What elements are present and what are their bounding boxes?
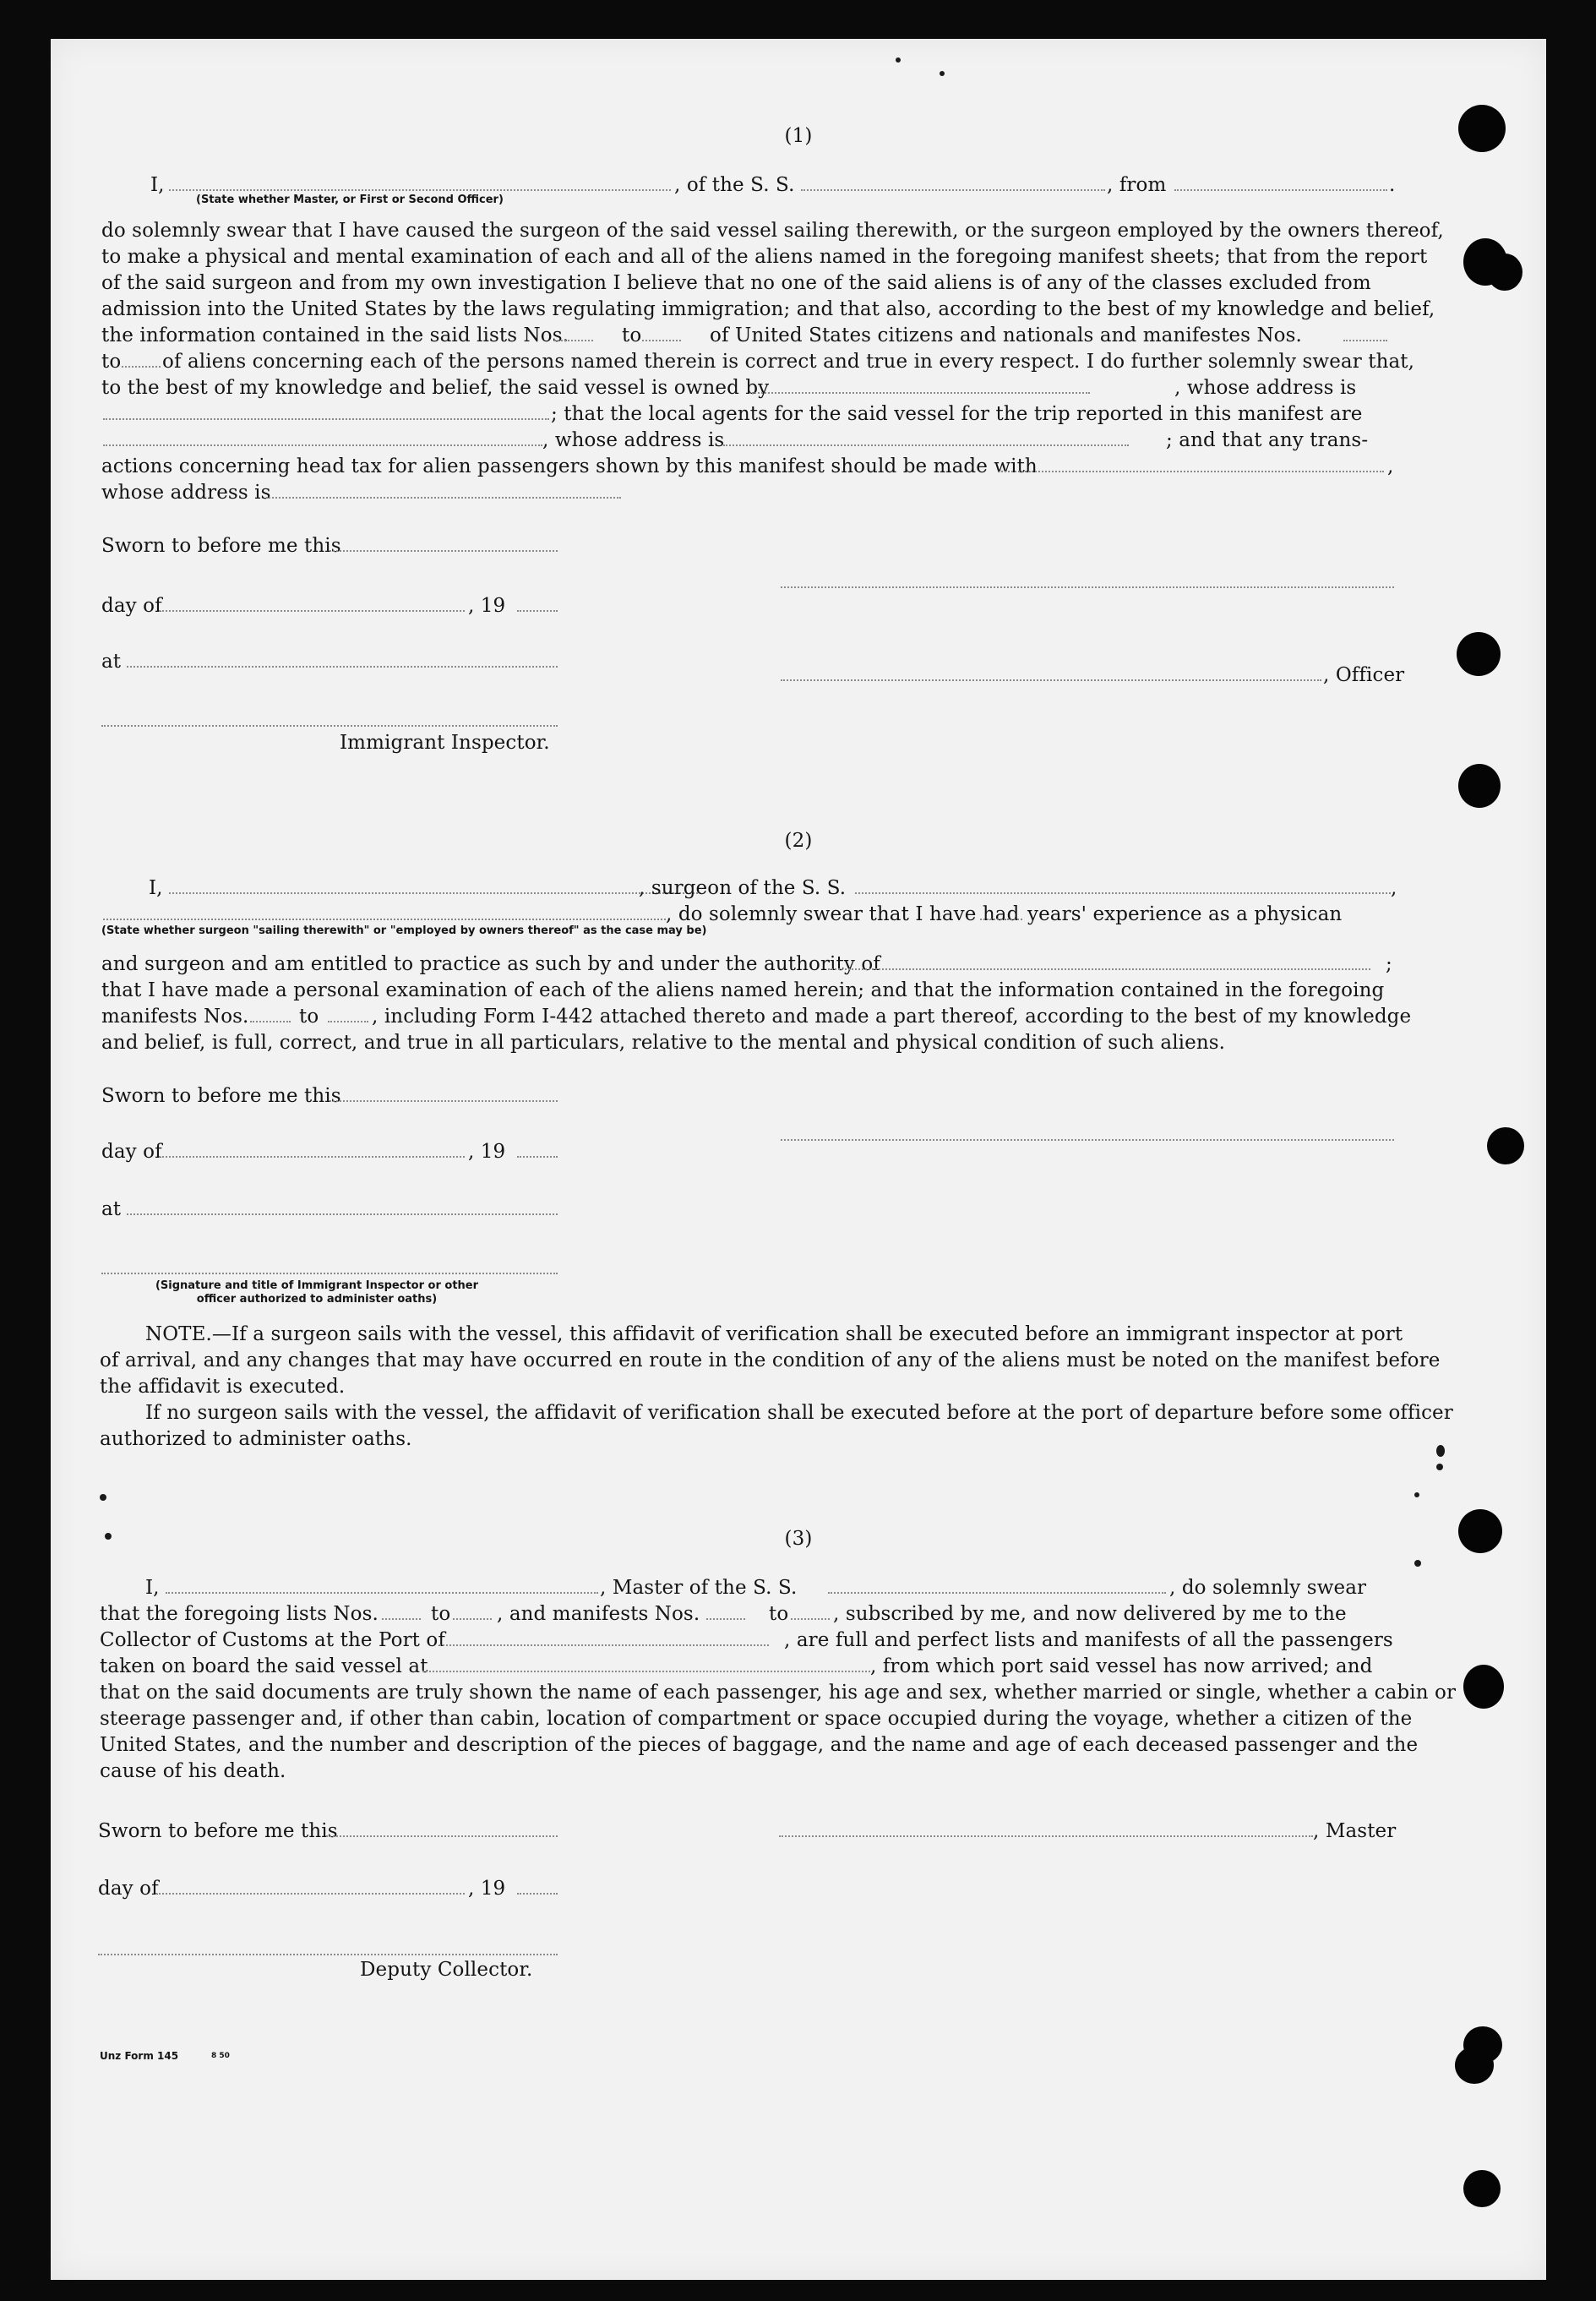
s3-year-label: , 19 — [468, 1878, 506, 1900]
s2-sworn-label: Sworn to before me this — [101, 1085, 341, 1107]
s3-manifests-to-field[interactable] — [791, 1618, 830, 1620]
speck — [940, 71, 945, 76]
s2-signature-hint-2: officer authorized to administer oaths) — [196, 1293, 438, 1306]
s1-from-field[interactable] — [1174, 189, 1387, 191]
s3-para-line: that on the said documents are truly shown the name of each passenger, his age and sex, whether married or single, whether a cabin or — [100, 1682, 1457, 1704]
s3-para-line: , from which port said vessel has now arrived; and — [870, 1655, 1373, 1677]
s1-whose-address-label: whose address is — [101, 482, 271, 504]
s1-para-line: of aliens concerning each of the persons named therein is correct and true in every respect. I do further solemnly swear that, — [162, 351, 1415, 373]
s1-agents-address-label: , whose address is — [542, 429, 725, 451]
s1-i-label: I, — [150, 174, 165, 196]
s3-sworn-label: Sworn to before me this — [98, 1820, 338, 1842]
s3-to-label: to — [431, 1603, 451, 1625]
s3-lists-to-field[interactable] — [453, 1618, 492, 1620]
s1-lists-to-field[interactable] — [642, 340, 681, 341]
s3-i-label: I, — [145, 1577, 160, 1599]
s1-of-ss-label: , of the S. S. — [674, 174, 795, 196]
s3-master-name-field[interactable] — [166, 1592, 598, 1594]
s3-para-line: steerage passenger and, if other than cabin, location of compartment or space occupied during the voyage, whether a citizen of the — [100, 1708, 1413, 1730]
s3-month-field[interactable] — [155, 1893, 465, 1895]
s3-year-field[interactable] — [517, 1893, 558, 1895]
s1-agents-field[interactable] — [103, 444, 542, 446]
s1-inspector-label: Immigrant Inspector. — [340, 732, 550, 754]
speck — [1436, 1445, 1445, 1457]
s1-owned-by-label: to the best of my knowledge and belief, the said vessel is owned by — [101, 377, 770, 399]
s2-para-line: that I have made a personal examination of each of the aliens named herein; and that the information contained in the foregoing — [101, 979, 1385, 1001]
s1-head-tax-label: actions concerning head tax for alien passengers shown by this manifest should be made with — [101, 455, 1038, 477]
s1-inspector-signature-line[interactable] — [101, 725, 558, 727]
s2-i-label: I, — [149, 877, 163, 899]
s2-manifests-to-field[interactable] — [328, 1021, 368, 1022]
s2-years-field[interactable] — [980, 919, 1022, 920]
s3-swear-label: , do solemnly swear — [1169, 1577, 1367, 1599]
s1-to-label: to — [622, 324, 642, 346]
s2-note-line: authorized to administer oaths. — [100, 1428, 412, 1450]
s1-para-line: of the said surgeon and from my own investigation I believe that no one of the said aliens is of any of the classes excluded from — [101, 272, 1371, 294]
s2-manifests-from-field[interactable] — [250, 1021, 291, 1022]
s2-year-label: , 19 — [468, 1141, 506, 1163]
s2-para-line: and belief, is full, correct, and true in all particulars, relative to the mental and physical condition of such aliens. — [101, 1032, 1226, 1054]
speck — [1414, 1492, 1419, 1497]
speck — [105, 1533, 112, 1540]
punch-hole — [1463, 1665, 1504, 1709]
s1-head-tax-field[interactable] — [999, 471, 1384, 472]
s1-agents-label: ; that the local agents for the said vessel for the trip reported in this manifest are — [551, 403, 1363, 425]
s2-authority-label: and surgeon and am entitled to practice as such by and under the authority of — [101, 953, 880, 975]
s2-to-label: to — [299, 1006, 319, 1028]
s2-note-line: of arrival, and any changes that may have occurred en route in the condition of any of the aliens must be noted on the manifest before — [100, 1350, 1441, 1371]
s2-month-field[interactable] — [159, 1156, 465, 1158]
s2-day-of-label: day of — [101, 1141, 162, 1163]
s3-port-label: Collector of Customs at the Port of — [100, 1629, 445, 1651]
section-2-number: (2) — [784, 830, 813, 852]
s1-sworn-day-field[interactable] — [330, 550, 558, 552]
s3-master-signature-line[interactable] — [779, 1835, 1313, 1837]
speck — [100, 1494, 106, 1501]
form-number: Unz Form 145 — [100, 2050, 179, 2062]
punch-hole — [1487, 1127, 1524, 1164]
s1-lists-label: the information contained in the said lists Nos. — [101, 324, 569, 346]
s3-subscribed-label: , subscribed by me, and now delivered by me to the — [833, 1603, 1347, 1625]
s2-swear-label: , do solemnly swear that I have had — [666, 903, 1020, 925]
s1-citizens-label: of United States citizens and nationals and manifestes Nos. — [710, 324, 1302, 346]
s1-officer-name-field[interactable] — [169, 189, 671, 191]
s1-officer-name-line[interactable] — [781, 679, 1321, 681]
s2-signature-hint-1: (Signature and title of Immigrant Inspector or other — [155, 1279, 479, 1292]
s1-owner-field[interactable] — [752, 392, 1090, 394]
s2-at-field[interactable] — [127, 1213, 558, 1215]
s2-note-line: If no surgeon sails with the vessel, the affidavit of verification shall be executed before at the port of departure before some officer — [145, 1402, 1453, 1424]
s2-note-line: NOTE.—If a surgeon sails with the vessel, this affidavit of verification shall be executed before an immigrant inspector at port — [145, 1323, 1403, 1345]
s1-at-field[interactable] — [127, 666, 558, 668]
s3-para-line: cause of his death. — [100, 1760, 286, 1782]
s3-sworn-day-field[interactable] — [326, 1835, 558, 1837]
s2-year-field[interactable] — [517, 1156, 558, 1158]
s1-para-line: do solemnly swear that I have caused the surgeon of the said vessel sailing therewith, or the surgeon employed by the owners thereof, — [101, 220, 1444, 242]
s1-officer-hint: (State whether Master, or First or Second Officer) — [196, 194, 504, 206]
s3-day-of-label: day of — [98, 1878, 159, 1900]
s3-lists-label: that the foregoing lists Nos. — [100, 1603, 379, 1625]
s3-departure-port-field[interactable] — [422, 1671, 870, 1672]
s1-para-line: to make a physical and mental examination of each and all of the aliens named in the foregoing manifest sheets; that from the report — [101, 246, 1428, 268]
s1-line-end: , — [1387, 455, 1394, 477]
punch-hole — [1458, 105, 1506, 152]
s3-lists-from-field[interactable] — [382, 1618, 421, 1620]
s1-owner-address-label: , whose address is — [1174, 377, 1357, 399]
speck — [896, 57, 901, 63]
speck — [1414, 1560, 1421, 1567]
s3-para-line: United States, and the number and description of the pieces of baggage, and the name and age of each deceased passenger and the — [100, 1734, 1419, 1756]
s2-authority-field[interactable] — [828, 968, 1370, 970]
speck — [1436, 1464, 1443, 1470]
form-sheet — [51, 39, 1546, 2280]
s1-year-label: , 19 — [468, 595, 506, 617]
s3-deputy-label: Deputy Collector. — [360, 1959, 533, 1981]
s2-line1-end: , — [1391, 877, 1397, 899]
s3-manifests-from-field[interactable] — [706, 1618, 745, 1620]
s1-at-label: at — [101, 651, 122, 673]
s2-surgeon-hint: (State whether surgeon "sailing therewith" or "employed by owners thereof" as the case may be) — [101, 924, 707, 937]
s1-to-label-2: to — [101, 351, 122, 373]
s2-note-line: the affidavit is executed. — [100, 1376, 346, 1398]
section-3-number: (3) — [784, 1528, 813, 1550]
s1-month-field[interactable] — [159, 610, 465, 612]
s2-line-end: ; — [1386, 953, 1392, 975]
s1-officer-signature-line[interactable] — [781, 586, 1394, 588]
s1-owner-address-field[interactable] — [103, 418, 549, 420]
section-1-number: (1) — [784, 125, 813, 147]
s1-para-line: admission into the United States by the laws regulating immigration; and that also, according to the best of my knowledge and belief, — [101, 298, 1435, 320]
s2-sworn-day-field[interactable] — [330, 1100, 558, 1102]
s1-day-of-label: day of — [101, 595, 162, 617]
s1-officer-label: , Officer — [1323, 664, 1405, 686]
s2-surgeon-signature-line[interactable] — [781, 1139, 1394, 1141]
s2-surgeon-of-label: , surgeon of the S. S. — [639, 877, 847, 899]
s2-at-label: at — [101, 1198, 122, 1220]
s1-transactions-label: ; and that any trans- — [1166, 429, 1369, 451]
s2-manifests-label: manifests Nos. — [101, 1006, 249, 1028]
s3-taken-label: taken on board the said vessel at — [100, 1655, 428, 1677]
punch-hole — [1458, 764, 1501, 808]
s3-master-of-label: , Master of the S. S. — [600, 1577, 798, 1599]
s3-master-label: , Master — [1313, 1820, 1397, 1842]
s2-vessel-field[interactable] — [855, 892, 1391, 894]
s1-agents-address-field[interactable] — [723, 444, 1129, 446]
s2-surgeon-type-field[interactable] — [103, 919, 666, 920]
s3-port-field[interactable] — [439, 1644, 769, 1646]
s1-manifests-from-field[interactable] — [1343, 340, 1387, 341]
s1-year-field[interactable] — [517, 610, 558, 612]
form-code: 8 50 — [211, 2052, 230, 2060]
s1-sworn-label: Sworn to before me this — [101, 535, 341, 557]
s1-from-label: , from — [1107, 174, 1167, 196]
s1-vessel-field[interactable] — [801, 189, 1105, 191]
punch-hole — [1458, 1509, 1502, 1553]
punch-hole — [1463, 2170, 1501, 2207]
s1-lists-from-field[interactable] — [554, 340, 593, 341]
punch-hole — [1455, 2047, 1494, 2084]
s1-line1-end: . — [1389, 174, 1396, 196]
s1-manifests-to-field[interactable] — [122, 366, 161, 368]
s2-surgeon-name-field[interactable] — [169, 892, 701, 894]
punch-hole — [1487, 254, 1522, 291]
s2-experience-label: years' experience as a physican — [1027, 903, 1343, 925]
s2-para-line: , including Form I-442 attached thereto and made a part thereof, according to the best of my knowledge — [372, 1006, 1412, 1028]
s3-manifests-label: , and manifests Nos. — [497, 1603, 700, 1625]
s3-vessel-field[interactable] — [828, 1592, 1166, 1594]
s3-to-label-2: to — [769, 1603, 789, 1625]
s3-deputy-signature-line[interactable] — [98, 1954, 558, 1955]
s2-inspector-signature-line[interactable] — [101, 1273, 558, 1274]
s3-para-line: , are full and perfect lists and manifests of all the passengers — [784, 1629, 1393, 1651]
punch-hole — [1457, 632, 1501, 676]
s1-head-tax-address-field[interactable] — [266, 497, 621, 499]
